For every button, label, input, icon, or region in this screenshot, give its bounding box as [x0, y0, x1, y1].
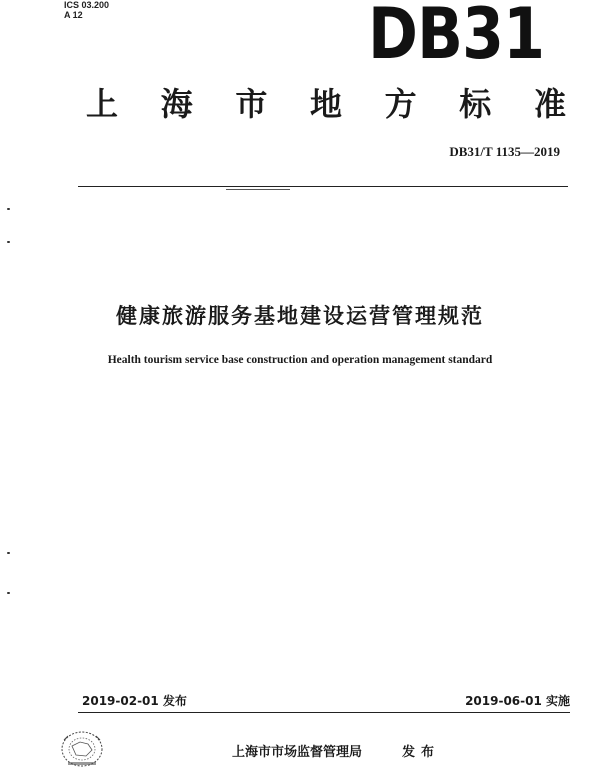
footer-divider: [78, 712, 570, 713]
db31-logo: DB31: [368, 0, 545, 75]
header-divider: [78, 186, 568, 187]
standard-number: DB31/T 1135—2019: [449, 144, 560, 159]
document-title-english: Health tourism service base construction and operation management standard: [107, 354, 493, 366]
ics-code: ICS 03.200: [64, 0, 110, 10]
org-char: 市: [235, 85, 268, 123]
scan-artifact: [7, 552, 10, 554]
standard-category-title: [86, 84, 566, 124]
org-char: 方: [384, 85, 417, 123]
implementation-date: 2019-06-01 实施: [465, 694, 570, 708]
org-char: 准: [533, 85, 566, 123]
header-divider-accent: [226, 189, 290, 190]
org-char: 海: [160, 85, 193, 123]
document-title-chinese: 健康旅游服务基地建设运营管理规范: [116, 304, 484, 328]
issuing-authority: 上海市市场监督管理局: [232, 745, 363, 760]
org-char: 标: [459, 85, 492, 123]
issue-date: 2019-02-01 发布: [82, 694, 187, 708]
org-char: 上: [86, 85, 119, 123]
scan-artifact: [7, 592, 10, 594]
org-char: 地: [309, 85, 342, 123]
classification-codes: [64, 0, 109, 20]
ccs-code: A 12: [64, 10, 83, 20]
scan-artifact: [7, 241, 10, 243]
official-seal-icon: [58, 728, 106, 770]
issue-action-label: 发布: [402, 745, 441, 760]
scan-artifact: [7, 208, 10, 210]
